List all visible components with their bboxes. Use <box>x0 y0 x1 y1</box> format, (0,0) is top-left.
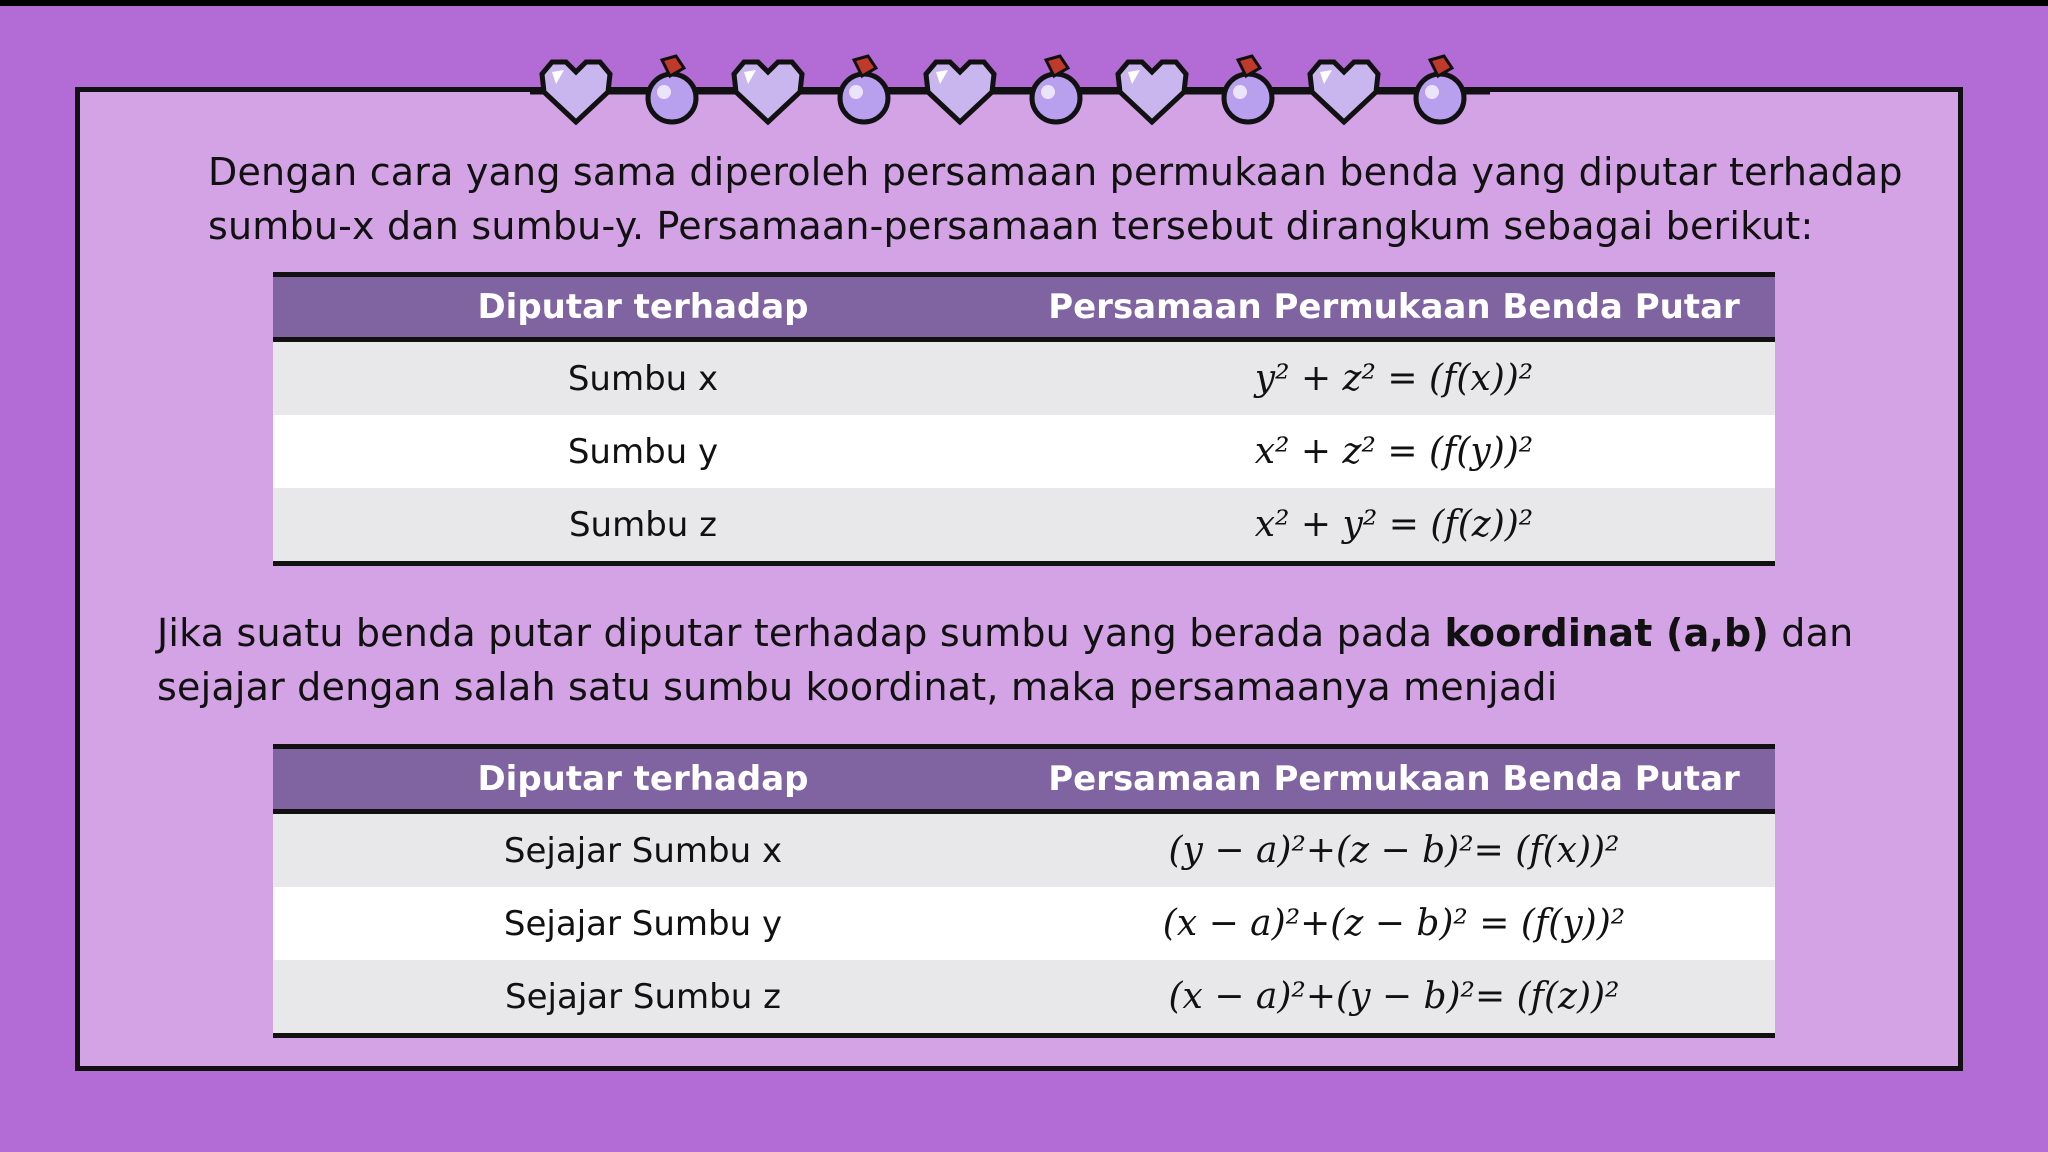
middle-text-before: Jika suatu benda putar diputar terhadap sumbu yang berada pada <box>157 611 1445 655</box>
row-equation: x² + y² = (f(z))² <box>1254 504 1534 545</box>
table-row <box>273 814 1775 887</box>
intro-paragraph: Dengan cara yang sama diperoleh persamaan permukaan benda yang diputar terhadap sumbu-x dan sumbu-y. Persamaan-persamaan tersebut dirangkum sebagai berikut: <box>208 150 1903 248</box>
table-row <box>273 342 1775 415</box>
middle-text-bold: koordinat (a,b) <box>1444 611 1770 655</box>
row-equation: y² + z² = (f(x))² <box>1254 358 1534 399</box>
apple-icon <box>840 56 888 122</box>
row-equation: x² + z² = (f(y))² <box>1254 431 1534 472</box>
header-surface-equation: Persamaan Permukaan Benda Putar <box>1048 759 1740 799</box>
heart-icon <box>542 62 610 122</box>
heart-icon <box>926 62 994 122</box>
table-row <box>273 415 1775 488</box>
pixel-ornament-strip <box>530 48 1490 132</box>
row-equation: (y − a)²+(z − b)²= (f(x))² <box>1168 830 1620 871</box>
middle-text-after: dan sejajar dengan salah satu sumbu koordinat, maka persamaanya menjadi <box>157 611 1854 709</box>
row-axis-label: Sejajar Sumbu y <box>503 903 783 944</box>
table-axis-rotation <box>273 272 1775 566</box>
middle-paragraph <box>157 606 1917 714</box>
heart-icon <box>734 62 802 122</box>
row-axis-label: Sumbu y <box>567 431 719 472</box>
row-axis-label: Sumbu z <box>568 504 718 545</box>
table-row <box>273 488 1775 566</box>
row-axis-label: Sumbu x <box>567 358 719 399</box>
table-row <box>273 887 1775 960</box>
row-equation: (x − a)²+(y − b)²= (f(z))² <box>1168 976 1620 1017</box>
header-rotated-about: Diputar terhadap <box>477 287 809 327</box>
heart-icon <box>1118 62 1186 122</box>
apple-icon <box>1224 56 1272 122</box>
apple-icon <box>648 56 696 122</box>
table-header <box>273 744 1775 814</box>
row-axis-label: Sejajar Sumbu x <box>503 830 783 871</box>
slide-top-border <box>0 0 2048 6</box>
header-surface-equation: Persamaan Permukaan Benda Putar <box>1048 287 1740 327</box>
heart-icon <box>1310 62 1378 122</box>
row-axis-label: Sejajar Sumbu z <box>505 976 781 1017</box>
header-rotated-about: Diputar terhadap <box>477 759 809 799</box>
apple-icon <box>1416 56 1464 122</box>
row-equation: (x − a)²+(z − b)² = (f(y))² <box>1162 903 1626 944</box>
apple-icon <box>1032 56 1080 122</box>
table-row <box>273 960 1775 1038</box>
table-parallel-axis-rotation <box>273 744 1775 1038</box>
table-header <box>273 272 1775 342</box>
